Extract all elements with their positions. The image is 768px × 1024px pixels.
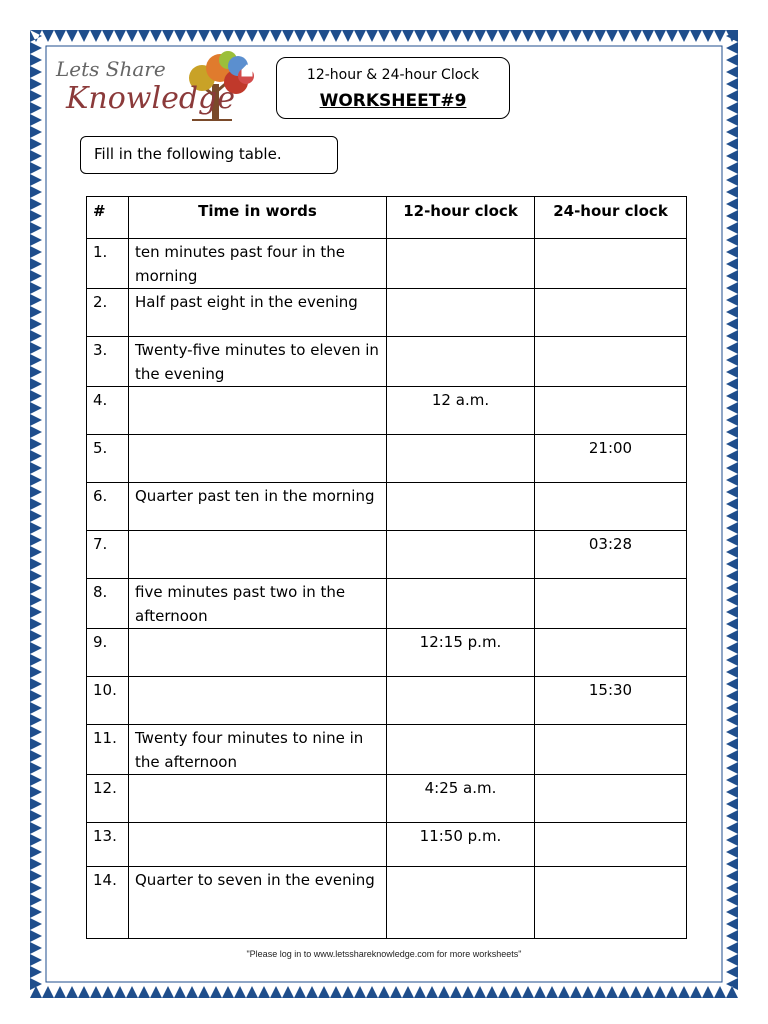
twelve-hour-cell[interactable]: [387, 531, 535, 579]
instruction-text: Fill in the following table.: [94, 145, 282, 163]
table-row: [87, 629, 687, 677]
time-in-words-cell: [129, 677, 387, 725]
twelve-hour-cell[interactable]: [387, 435, 535, 483]
twelve-hour-cell[interactable]: 12 a.m.: [387, 387, 535, 435]
row-number: 5.: [87, 435, 129, 483]
footer-note: "Please log in to www.letsshareknowledge.com for more worksheets": [246, 949, 522, 959]
twenty-four-hour-cell[interactable]: [535, 579, 687, 629]
twelve-hour-cell[interactable]: [387, 677, 535, 725]
table-row: [87, 775, 687, 823]
twelve-hour-cell[interactable]: 12:15 p.m.: [387, 629, 535, 677]
twenty-four-hour-cell[interactable]: [535, 823, 687, 867]
twenty-four-hour-cell[interactable]: [535, 337, 687, 387]
twenty-four-hour-cell[interactable]: [535, 289, 687, 337]
twelve-hour-cell[interactable]: [387, 337, 535, 387]
time-in-words-cell: [129, 435, 387, 483]
twenty-four-hour-cell[interactable]: [535, 629, 687, 677]
row-number: 12.: [87, 775, 129, 823]
instruction-box: [80, 136, 338, 174]
twelve-hour-cell[interactable]: [387, 867, 535, 939]
title-box: [276, 57, 510, 119]
time-in-words-cell: [129, 531, 387, 579]
table-row: [87, 239, 687, 289]
table-row: [87, 867, 687, 939]
twelve-hour-cell[interactable]: [387, 483, 535, 531]
twenty-four-hour-cell[interactable]: [535, 867, 687, 939]
twelve-hour-cell[interactable]: 11:50 p.m.: [387, 823, 535, 867]
header-24-hour: 24-hour clock: [535, 197, 687, 239]
table-row: [87, 387, 687, 435]
row-number: 2.: [87, 289, 129, 337]
twelve-hour-cell[interactable]: 4:25 a.m.: [387, 775, 535, 823]
table-row: [87, 337, 687, 387]
time-in-words-cell: Twenty-five minutes to eleven in the evening: [129, 337, 387, 387]
table-row: [87, 289, 687, 337]
row-number: 4.: [87, 387, 129, 435]
header-number: #: [87, 197, 129, 239]
lets-share-knowledge-logo: [52, 46, 267, 130]
twenty-four-hour-cell[interactable]: [535, 775, 687, 823]
row-number: 3.: [87, 337, 129, 387]
logo-line1: Lets Share: [56, 57, 166, 81]
table-row: [87, 579, 687, 629]
time-in-words-cell: five minutes past two in the afternoon: [129, 579, 387, 629]
row-number: 1.: [87, 239, 129, 289]
worksheet-subtitle: 12-hour & 24-hour Clock: [306, 67, 480, 83]
time-in-words-cell: Twenty four minutes to nine in the afternoon: [129, 725, 387, 775]
time-in-words-cell: Quarter past ten in the morning: [129, 483, 387, 531]
twenty-four-hour-cell[interactable]: 15:30: [535, 677, 687, 725]
twelve-hour-cell[interactable]: [387, 239, 535, 289]
time-in-words-cell: Quarter to seven in the evening: [129, 867, 387, 939]
twenty-four-hour-cell[interactable]: [535, 725, 687, 775]
twenty-four-hour-cell[interactable]: [535, 239, 687, 289]
worksheet-table: [86, 196, 687, 939]
row-number: 6.: [87, 483, 129, 531]
twelve-hour-cell[interactable]: [387, 579, 535, 629]
twenty-four-hour-cell[interactable]: 03:28: [535, 531, 687, 579]
time-in-words-cell: [129, 775, 387, 823]
row-number: 7.: [87, 531, 129, 579]
header-12-hour: 12-hour clock: [387, 197, 535, 239]
time-in-words-cell: [129, 387, 387, 435]
twelve-hour-cell[interactable]: [387, 725, 535, 775]
table-header-row: [87, 197, 687, 239]
table-row: [87, 677, 687, 725]
worksheet-title: WORKSHEET#9: [319, 91, 467, 111]
table-row: [87, 531, 687, 579]
time-in-words-cell: [129, 629, 387, 677]
twenty-four-hour-cell[interactable]: [535, 387, 687, 435]
time-in-words-cell: ten minutes past four in the morning: [129, 239, 387, 289]
table-row: [87, 725, 687, 775]
twenty-four-hour-cell[interactable]: 21:00: [535, 435, 687, 483]
twenty-four-hour-cell[interactable]: [535, 483, 687, 531]
table-row: [87, 823, 687, 867]
row-number: 13.: [87, 823, 129, 867]
row-number: 8.: [87, 579, 129, 629]
table-row: [87, 435, 687, 483]
logo-line2: Knowledge: [66, 81, 235, 116]
time-in-words-cell: Half past eight in the evening: [129, 289, 387, 337]
table-row: [87, 483, 687, 531]
header-time-in-words: Time in words: [129, 197, 387, 239]
twelve-hour-cell[interactable]: [387, 289, 535, 337]
time-in-words-cell: [129, 823, 387, 867]
row-number: 14.: [87, 867, 129, 939]
row-number: 9.: [87, 629, 129, 677]
row-number: 11.: [87, 725, 129, 775]
row-number: 10.: [87, 677, 129, 725]
